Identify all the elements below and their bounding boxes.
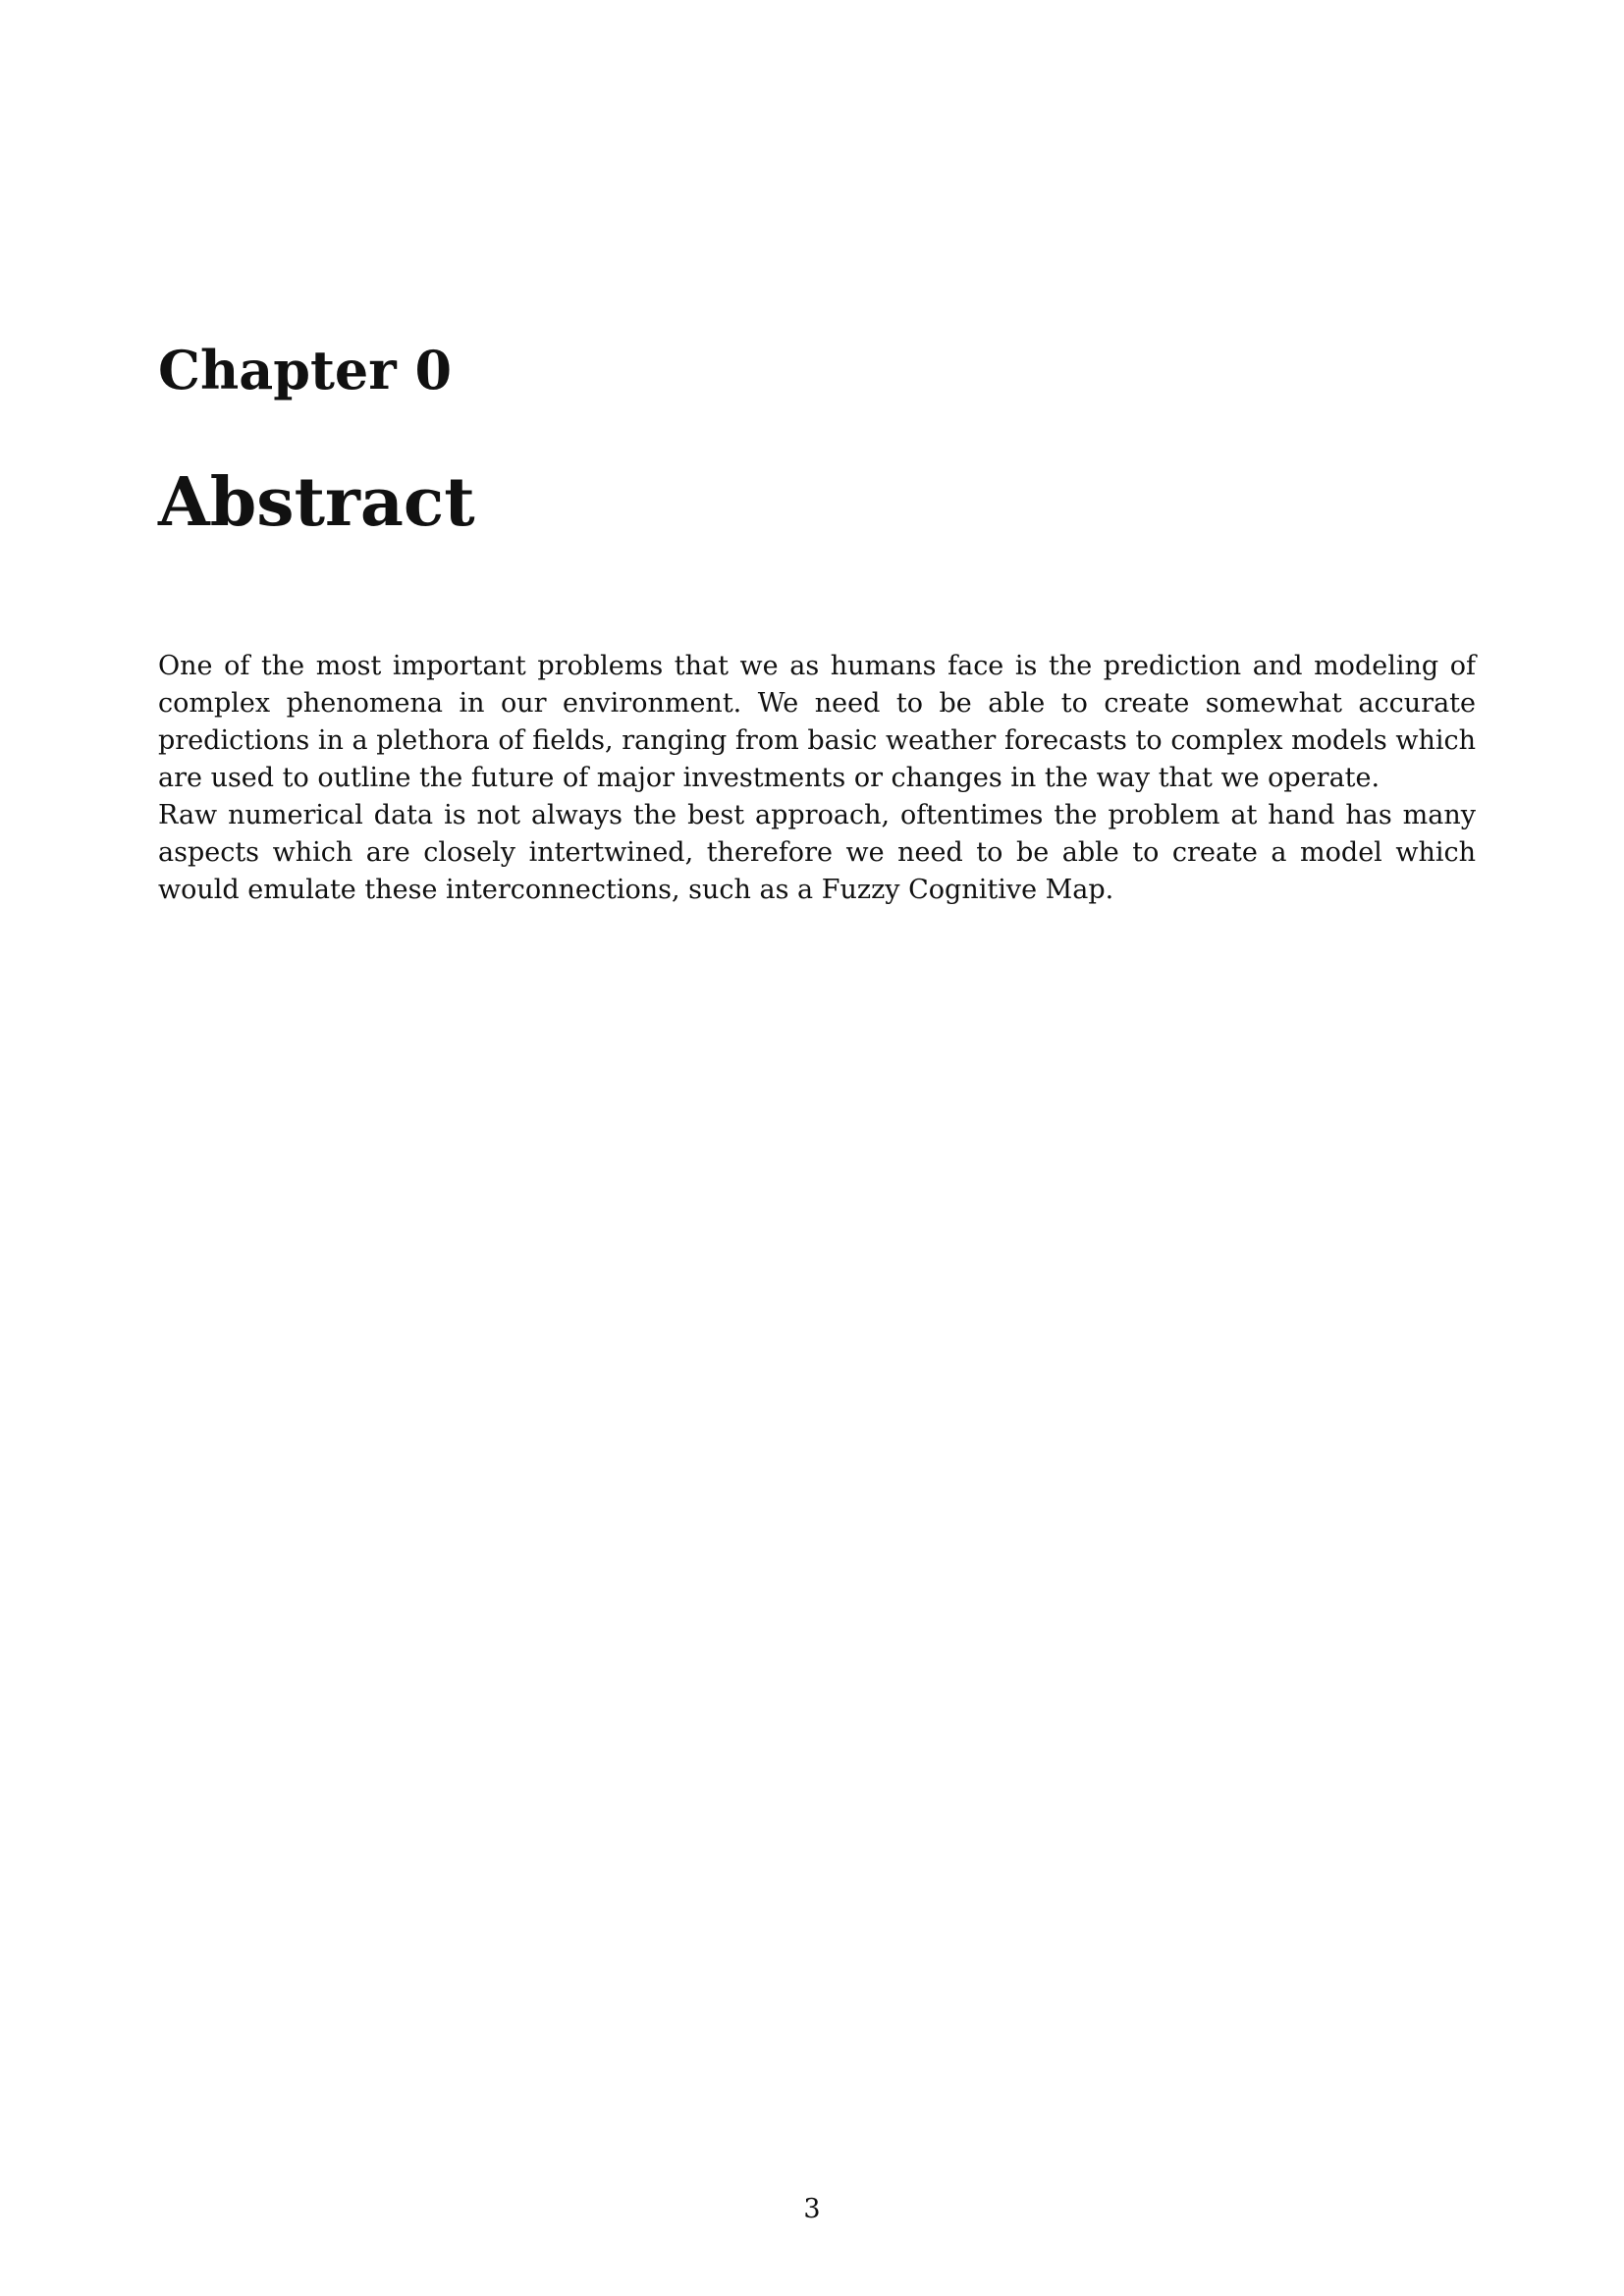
abstract-paragraph: Raw numerical data is not always the best approach, oftentimes the problem at hand has many aspects which are closely intertwined, therefore we need to be able to create a model which would emulate these interconnections, such as a Fuzzy Cognitive Map. xyxy=(158,800,1476,905)
abstract-paragraph: One of the most important problems that we as humans face is the prediction and modeling of complex phenomena in our environment. We need to be able to create somewhat accurate predictions in a plethora of fields, ranging from basic weather forecasts to complex models which are used to outline the future of major investments or changes in the way that we operate. xyxy=(158,651,1476,793)
chapter-label: Chapter 0 xyxy=(158,339,453,401)
chapter-title: Abstract xyxy=(158,463,475,542)
abstract-body xyxy=(158,648,1476,909)
page-number: 3 xyxy=(803,2194,821,2224)
